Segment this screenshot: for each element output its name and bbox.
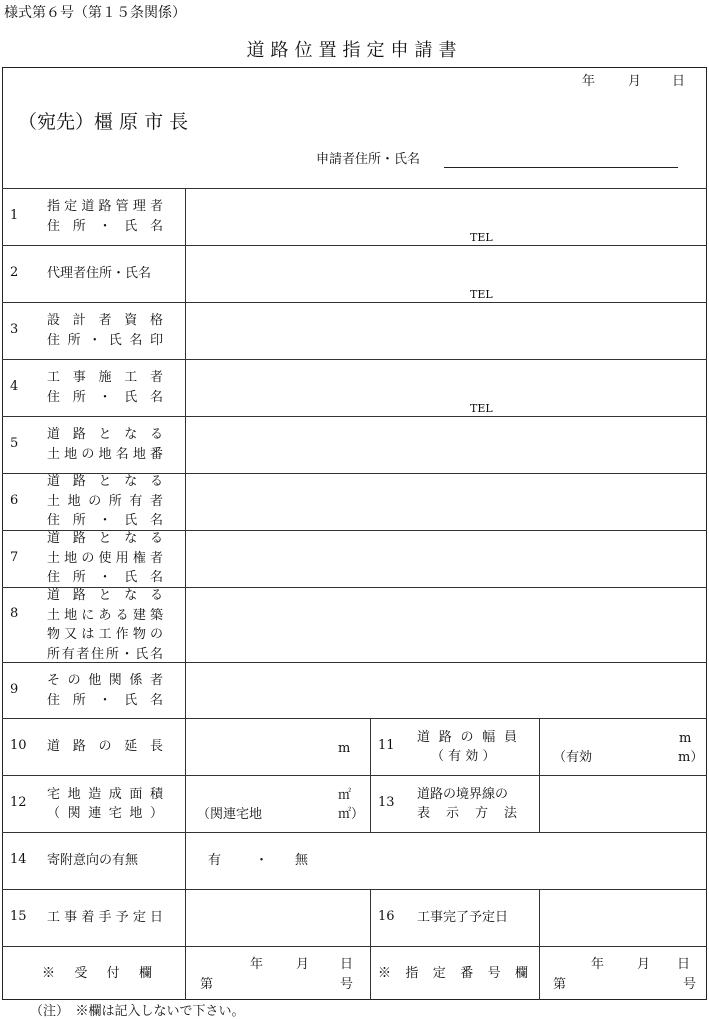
applicant-signature-line[interactable] — [444, 167, 678, 168]
row-label-land-owner: 道 路 と な る 土 地 の 所 有 者 住 所 ・ 氏 名 — [47, 474, 163, 528]
designation-month: 月 — [637, 957, 651, 972]
row-label-related-site: （ 関 連 宅 地 ） — [47, 806, 163, 821]
row-label-donation-intent: 寄附意向の有無 — [47, 853, 139, 868]
designation-year: 年 — [591, 957, 605, 972]
reception-go: 号 — [340, 977, 354, 992]
row-number: 6 — [10, 493, 19, 508]
row-number: 15 — [10, 909, 27, 924]
reception-year: 年 — [250, 957, 264, 972]
row-label-designer: 設 計 者 資 格 住所・氏名印 — [47, 313, 163, 348]
row-label-building-owner: 道 路 と な る 土地にある建築 物又は工作物の 所有者住所・氏名 — [47, 588, 163, 662]
document-title: 道路位置指定申請書 — [246, 40, 463, 61]
footnote: （注） ※欄は記入しないで下さい。 — [30, 1004, 245, 1019]
form-number: 様式第６号（第１５条関係） — [4, 5, 186, 21]
row-label-start-date: 工事着手予定日 — [47, 910, 163, 925]
unit-m: m — [679, 731, 692, 746]
row-label-road-manager: 指定道路管理者 住 所 ・ 氏 名 — [47, 199, 163, 234]
row-label-other-parties: そ の 他 関 係 者 住 所 ・ 氏 名 — [47, 673, 163, 708]
row-label-completion-date: 工事完了予定日 — [417, 910, 509, 925]
row-number: 1 — [10, 208, 19, 223]
designation-label: ※ 指 定 番 号 欄 — [378, 966, 528, 981]
row-label-road-length: 道 路 の 延 長 — [47, 739, 163, 754]
effective-unit: m） — [678, 750, 704, 765]
row-label-road-width: 道 路 の 幅 員 — [417, 730, 517, 745]
unit-sqm: ㎡ — [338, 788, 352, 803]
tel-label: TEL — [470, 288, 493, 301]
row-number: 14 — [10, 852, 27, 867]
row-number: 5 — [10, 436, 19, 451]
row-number: 8 — [10, 606, 19, 621]
reception-month: 月 — [296, 957, 310, 972]
row-number: 16 — [378, 909, 395, 924]
option-no[interactable]: 無 — [295, 853, 309, 868]
reception-day: 日 — [340, 957, 354, 972]
row-number: 11 — [378, 738, 395, 753]
option-yes[interactable]: 有 — [208, 853, 222, 868]
designation-go: 号 — [683, 977, 697, 992]
unit-m: m — [338, 741, 351, 756]
row-number: 9 — [10, 682, 19, 697]
row-label-land-lot: 道 路 と な る 土地の地名地番 — [47, 427, 163, 462]
reception-label: ※ 受 付 欄 — [42, 966, 152, 981]
date-month-label: 月 — [628, 74, 642, 89]
row-label-agent: 代理者住所・氏名 — [47, 266, 152, 281]
tel-label: TEL — [470, 231, 493, 244]
row-label-contractor: 工 事 施 工 者 住 所 ・ 氏 名 — [47, 370, 163, 405]
row-number: 2 — [10, 265, 19, 280]
row-number: 10 — [10, 738, 27, 753]
row-label-boundary-method: 道路の境界線の — [417, 787, 509, 802]
row-label-land-right-holder: 道 路 と な る 土地の使用権者 住 所 ・ 氏 名 — [47, 531, 163, 585]
related-site-unit: ㎡） — [338, 807, 365, 822]
addressee: （宛先）橿 原 市 長 — [18, 111, 189, 133]
effective-label: （有効 — [553, 750, 593, 765]
row-number: 3 — [10, 322, 19, 337]
row-label-site-area: 宅 地 造 成 面 積 — [47, 787, 163, 802]
related-site-label: （関連宅地 — [197, 807, 263, 822]
date-year-label: 年 — [582, 74, 596, 89]
option-separator: ・ — [255, 853, 269, 868]
date-day-label: 日 — [672, 74, 686, 89]
row-label-road-width-effective: （ 有 効 ） — [431, 749, 496, 764]
row-label-display-method: 表 示 方 法 — [417, 806, 517, 821]
designation-dai: 第 — [553, 977, 567, 992]
row-number: 13 — [378, 795, 395, 810]
row-number: 12 — [10, 795, 27, 810]
applicant-label: 申請者住所・氏名 — [316, 152, 421, 167]
row-number: 4 — [10, 379, 19, 394]
row-number: 7 — [10, 550, 19, 565]
designation-day: 日 — [677, 957, 691, 972]
tel-label: TEL — [470, 402, 493, 415]
reception-dai: 第 — [200, 977, 214, 992]
